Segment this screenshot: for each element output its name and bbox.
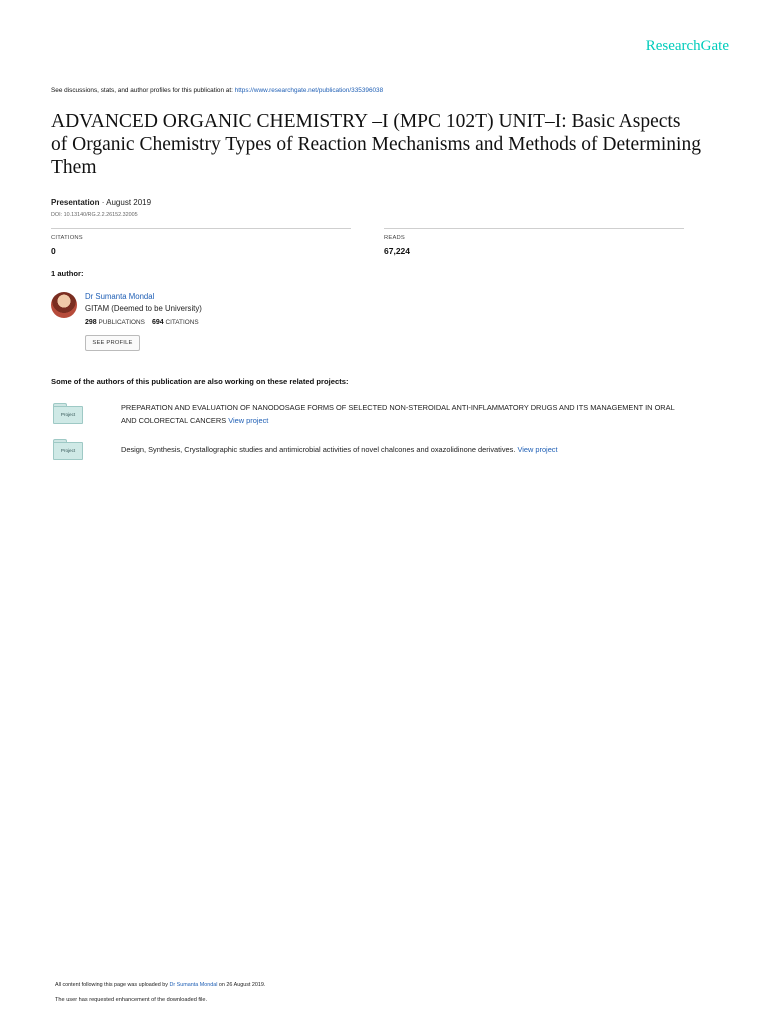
publication-type: Presentation [51, 198, 100, 207]
view-project-link[interactable]: View project [228, 415, 269, 425]
project-item [121, 402, 691, 427]
citations-divider [51, 228, 351, 229]
publication-date: · August 2019 [99, 198, 152, 207]
citations-label: CITATIONS [51, 235, 83, 241]
publication-meta [51, 198, 151, 207]
citations-value: 0 [51, 246, 56, 256]
see-discussions-text: See discussions, stats, and author profiles for this publication at: [51, 87, 235, 94]
see-profile-button[interactable]: SEE PROFILE [85, 335, 140, 351]
reads-divider [384, 228, 684, 229]
author-avatar[interactable] [51, 292, 77, 318]
related-projects-heading: Some of the authors of this publication are also working on these related projects: [51, 377, 349, 386]
publication-url-link[interactable]: https://www.researchgate.net/publication/335396038 [234, 87, 384, 94]
see-discussions-line [51, 87, 383, 94]
authors-heading: 1 author: [51, 269, 84, 278]
view-project-link[interactable]: View project [517, 445, 558, 454]
publication-doi: DOI: 10.13140/RG.2.2.26152.32005 [51, 212, 138, 218]
upload-suffix: on 26 August 2019. [217, 982, 266, 988]
upload-note [55, 982, 265, 988]
author-citations-count: 694 [151, 319, 164, 326]
reads-label: READS [384, 235, 405, 241]
researchgate-logo[interactable]: ResearchGate [645, 38, 729, 54]
author-counts [85, 319, 199, 326]
project-description: PREPARATION AND EVALUATION OF NANODOSAGE FORMS OF SELECTED NON-STEROIDAL ANTI-INFLAMMATORY DRUGS AND ITS MANAGEMENT IN ORAL AND COLORECTAL CANCERS [121, 403, 675, 425]
project-folder-label: Project [53, 406, 83, 424]
author-name-link[interactable]: Dr Sumanta Mondal [85, 292, 155, 301]
project-folder-icon[interactable] [53, 439, 83, 459]
publication-title: ADVANCED ORGANIC CHEMISTRY –I (MPC 102T) UNIT–I: Basic Aspects of Organic Chemistry Types of Reaction Mechanisms and Methods of Determining Them [51, 111, 701, 178]
reads-value: 67,224 [384, 246, 410, 256]
author-citations-label: CITATIONS [165, 319, 199, 326]
project-folder-icon[interactable] [53, 403, 83, 423]
author-affiliation: GITAM (Deemed to be University) [85, 304, 202, 313]
uploader-link[interactable]: Dr Sumanta Mondal [169, 982, 218, 988]
enhancement-note: The user has requested enhancement of the downloaded file. [55, 997, 208, 1003]
project-folder-label: Project [53, 442, 83, 460]
project-description: Design, Synthesis, Crystallographic studies and antimicrobial activities of novel chalcones and oxazolidinone derivatives. [121, 445, 516, 454]
author-publications-label: PUBLICATIONS [98, 319, 145, 326]
upload-prefix: All content following this page was uploaded by [55, 982, 170, 988]
author-publications-count: 298 [85, 319, 97, 326]
project-item [121, 444, 691, 457]
